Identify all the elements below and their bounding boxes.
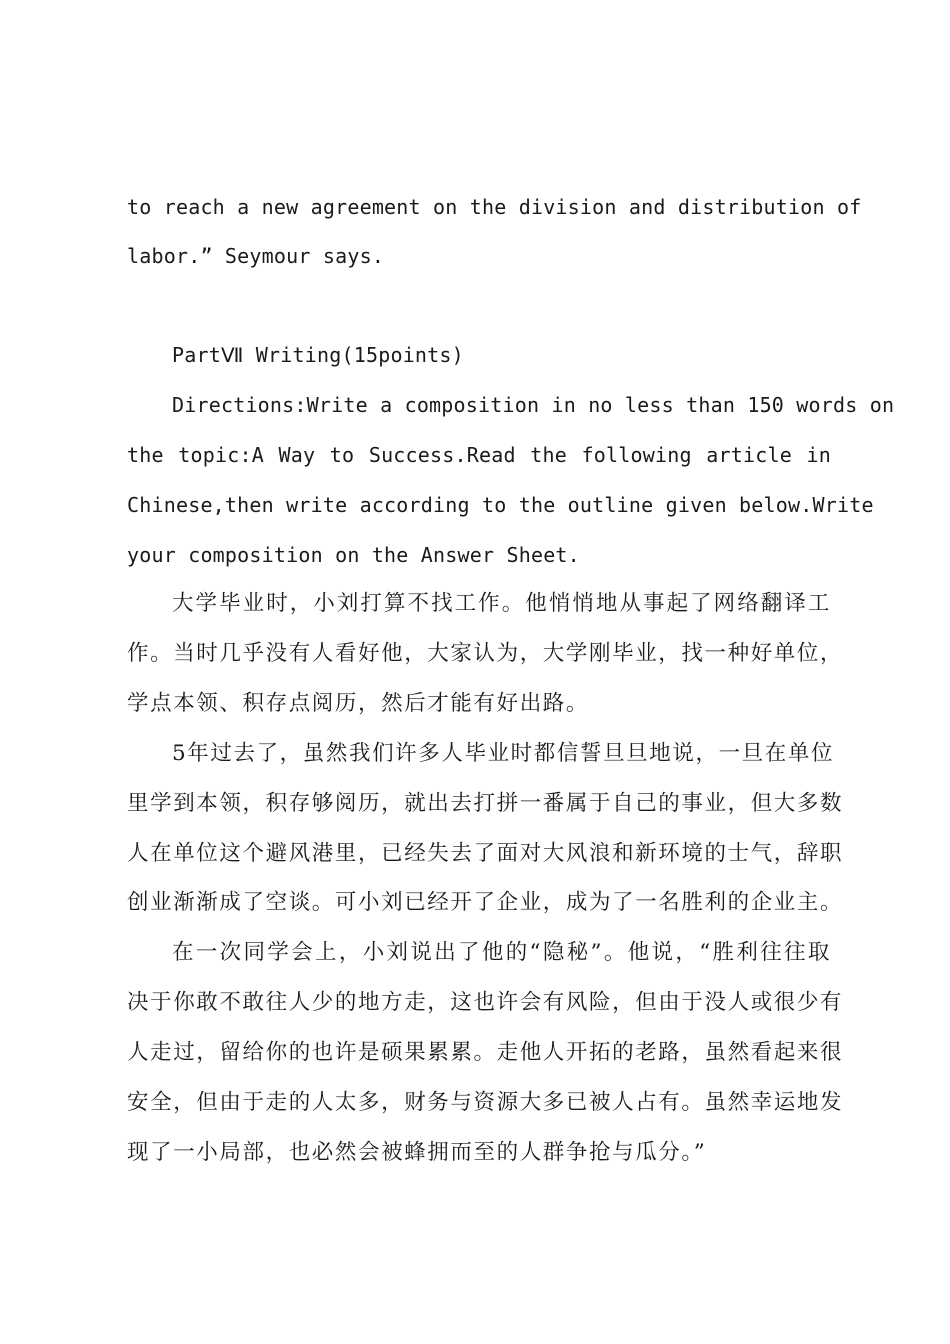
chinese-p3-line-3: 人走过，留给你的也许是硕果累累。走他人开拓的老路，虽然看起来很 [127, 1040, 844, 1065]
directions-line-1: Directions:Write a composition in no less than 150 words on [172, 393, 895, 417]
continuation-line-2: labor.” Seymour says. [127, 244, 385, 268]
directions-line-3: Chinese,then write according to the outline given below.Write [127, 493, 874, 517]
directions-line-4: your composition on the Answer Sheet. [127, 543, 580, 567]
continuation-line-1: to reach a new agreement on the division and distribution of [127, 195, 862, 219]
directions-line-2: the topic:A Way to Success.Read the following article in [127, 443, 831, 467]
chinese-p2-line-3: 人在单位这个避风港里，已经失去了面对大风浪和新环境的士气，辞职 [127, 841, 844, 866]
chinese-p3-line-1: 在一次同学会上，小刘说出了他的“隐秘”。他说，“胜利往往取 [172, 940, 831, 965]
chinese-p1-line-3: 学点本领、积存点阅历，然后才能有好出路。 [127, 691, 590, 716]
chinese-p3-line-2: 决于你敢不敢往人少的地方走，这也许会有风险，但由于没人或很少有 [127, 990, 844, 1015]
chinese-p2-line-1: 5年过去了，虽然我们许多人毕业时都信誓旦旦地说，一旦在单位 [172, 741, 835, 766]
chinese-p1-line-2: 作。当时几乎没有人看好他，大家认为，大学刚毕业，找一种好单位， [127, 641, 844, 666]
chinese-p3-line-4: 安全，但由于走的人太多，财务与资源大多已被人占有。虽然幸运地发 [127, 1090, 844, 1115]
chinese-p2-line-4: 创业渐渐成了空谈。可小刘已经开了企业，成为了一名胜利的企业主。 [127, 890, 844, 915]
chinese-p1-line-1: 大学毕业时，小刘打算不找工作。他悄悄地从事起了网络翻译工 [172, 591, 831, 616]
chinese-p2-line-2: 里学到本领，积存够阅历，就出去打拼一番属于自己的事业，但大多数 [127, 791, 844, 816]
chinese-p3-line-5: 现了一小局部，也必然会被蜂拥而至的人群争抢与瓜分。” [127, 1140, 707, 1165]
part-heading: PartⅦ Writing(15points) [172, 343, 464, 367]
